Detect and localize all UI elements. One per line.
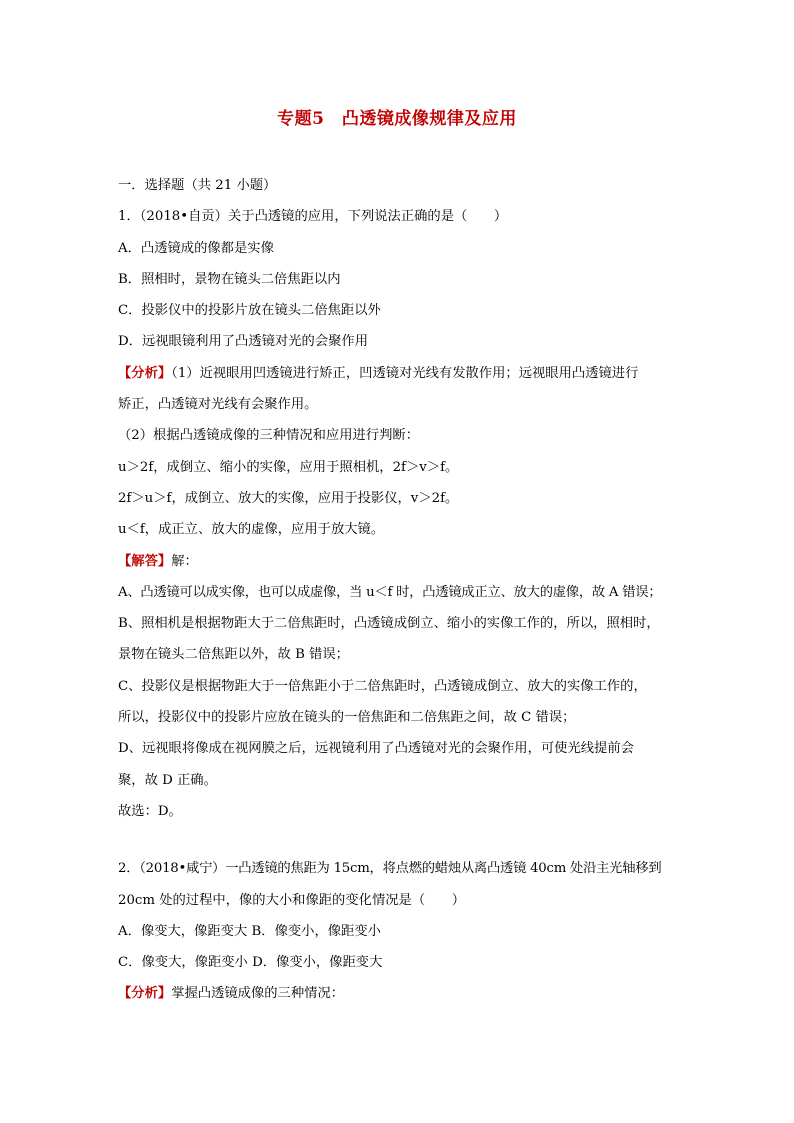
question-1-answer-line: 聚，故 D 正确。	[118, 772, 217, 788]
question-1-analysis-line	[118, 364, 678, 395]
question-1-option-d: D．远视眼镜利用了凸透镜对光的会聚作用	[118, 334, 369, 350]
question-2	[118, 859, 678, 1015]
question-1-answer-line: 所以，投影仪中的投影片应放在镜头的一倍焦距和二倍焦距之间，故 C 错误；	[118, 710, 576, 726]
question-2-analysis-line	[118, 984, 678, 1015]
analysis-tag: 【分析】	[118, 986, 172, 1002]
answer-intro: 解：	[171, 553, 198, 569]
question-separator	[118, 833, 678, 859]
question-1-analysis-line: u＞2f，成倒立、缩小的实像，应用于照相机，2f＞v＞f。	[118, 459, 459, 475]
question-1-analysis-line: 矫正，凸透镜对光线有会聚作用。	[118, 397, 318, 413]
question-1-stem: 1．（2018•自贡）关于凸透镜的应用，下列说法正确的是（ ）	[118, 209, 508, 225]
analysis-text: 掌握凸透镜成像的三种情况：	[171, 986, 345, 1002]
answer-tag: 【解答】	[118, 553, 172, 569]
section-heading: 一．选择题（共 21 小题）	[118, 178, 277, 193]
question-2-options-row: C．像变大，像距变小 D．像变小，像距变大	[118, 955, 383, 971]
question-1-answer-line: 景物在镜头二倍焦距以外，故 B 错误；	[118, 647, 349, 663]
question-1-option-a: A．凸透镜成的像都是实像	[118, 240, 274, 256]
document-body	[118, 176, 678, 1016]
question-1-answer-line: D、远视眼将像成在视网膜之后，远视镜利用了凸透镜对光的会聚作用，可使光线提前会	[118, 741, 634, 757]
page-title: 专题5 凸透镜成像规律及应用	[277, 109, 517, 129]
question-2-options-row: A．像变大，像距变大 B．像变小，像距变小	[118, 923, 381, 939]
question-1-answer-line: A、凸透镜可以成实像，也可以成虚像，当 u＜f 时，凸透镜成正立、放大的虚像，故 A 错误；	[118, 584, 662, 600]
question-1-answer-line	[118, 552, 678, 583]
analysis-tag: 【分析】	[118, 365, 172, 381]
question-2-stem-line: 20cm 处的过程中，像的大小和像距的变化情况是（ ）	[118, 892, 466, 908]
question-1-answer-line: C、投影仪是根据物距大于一倍焦距小于二倍焦距时，凸透镜成倒立、放大的实像工作的，	[118, 678, 647, 694]
question-1-analysis-line: u＜f，成正立、放大的虚像，应用于放大镜。	[118, 522, 385, 538]
question-1-analysis-line: （2）根据凸透镜成像的三种情况和应用进行判断：	[118, 428, 419, 444]
question-1-analysis-line: 2f＞u＞f，成倒立、放大的实像，应用于投影仪，v＞2f。	[118, 490, 459, 506]
question-1-option-b: B．照相时，景物在镜头二倍焦距以内	[118, 271, 341, 287]
question-1-answer-line: 故选：D。	[118, 803, 182, 819]
question-1-option-c: C．投影仪中的投影片放在镜头二倍焦距以外	[118, 303, 381, 319]
question-1-answer-line: B、照相机是根据物距大于二倍焦距时，凸透镜成倒立、缩小的实像工作的，所以，照相时，	[118, 616, 660, 632]
question-2-stem-line: 2．（2018•咸宁）一凸透镜的焦距为 15cm，将点燃的蜡烛从离凸透镜 40cm 处沿主光轴移到	[118, 861, 662, 877]
question-1	[118, 207, 678, 833]
analysis-text: （1）近视眼用凹透镜进行矫正，凹透镜对光线有发散作用；远视眼用凸透镜进行	[171, 365, 639, 381]
